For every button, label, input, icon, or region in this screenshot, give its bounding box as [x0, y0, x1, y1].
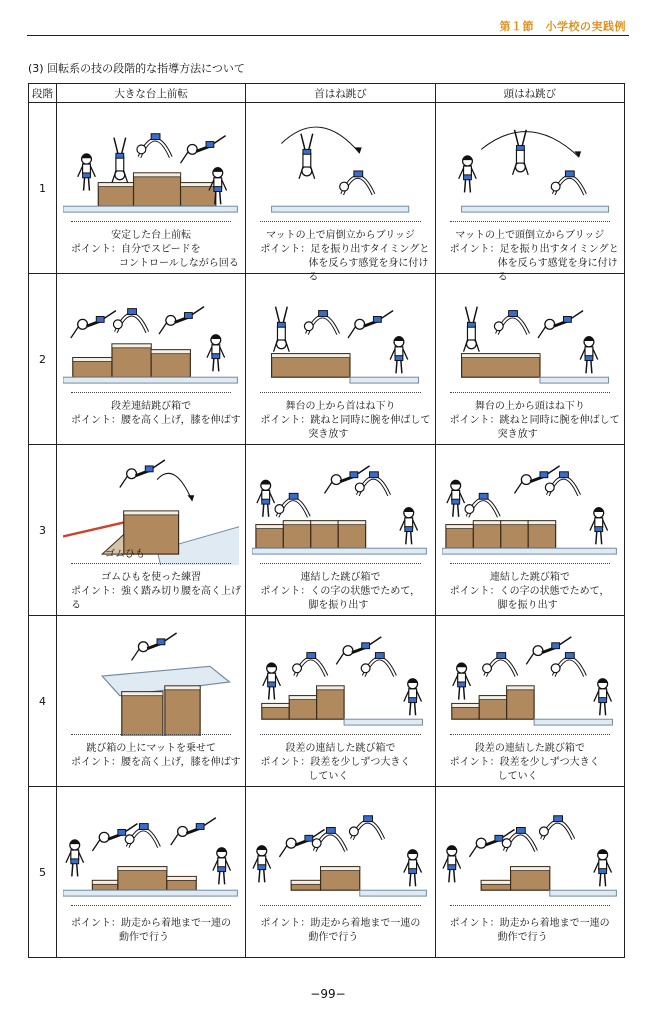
gymnastics-illustration [252, 626, 428, 736]
technique-point: ポイント：助走から着地まで一連の [71, 918, 231, 929]
technique-point: ポイント：足を振り出すタイミングと [260, 244, 430, 255]
technique-title: 段差連結跳び箱で [111, 401, 192, 412]
technique-title: 舞台の上から頭はね下り [474, 401, 585, 412]
instruction-cell [435, 445, 624, 616]
instruction-cell [246, 616, 435, 787]
stage-number: 1 [29, 103, 57, 274]
technique-title: マットの上で頭倒立からブリッジ [455, 230, 605, 241]
column-header-stage: 段階 [29, 84, 57, 103]
rope-label: ゴムひも [105, 549, 145, 560]
technique-title: マットの上で肩倒立からブリッジ [266, 230, 415, 241]
instruction-cell [435, 787, 624, 958]
gymnastics-illustration [63, 797, 239, 907]
technique-title: 跳び箱の上にマットを乗せて [86, 743, 216, 754]
cell-caption [61, 917, 241, 945]
dotted-divider [260, 734, 420, 735]
technique-title: 舞台の上から首はね下り [285, 401, 396, 412]
technique-point: ポイント：強く踏み切り腰を高く上げる [71, 586, 241, 611]
cell-caption [250, 571, 430, 613]
cell-caption [250, 742, 430, 784]
technique-point: ポイント：跳ねと同時に腕を伸ばして [260, 415, 431, 426]
gymnastics-illustration [442, 797, 618, 907]
technique-point-continued: 突き放す [497, 429, 538, 440]
gymnastics-illustration [63, 626, 239, 736]
stage-number: 5 [29, 787, 57, 958]
cell-caption [61, 400, 241, 428]
dotted-divider [450, 734, 610, 735]
dotted-divider [260, 221, 420, 222]
technique-title: ゴムひもを使った練習 [101, 572, 202, 583]
instruction-cell [435, 616, 624, 787]
technique-title: 段差の連結した跳び箱で [474, 743, 585, 754]
instruction-cell [246, 445, 435, 616]
table-row [29, 616, 625, 787]
column-header-neck-spring: 首はね跳び [246, 84, 435, 103]
instruction-cell [57, 445, 246, 616]
technique-point: ポイント：自分でスピードを [71, 244, 201, 255]
technique-point-continued: 動作で行う [497, 932, 548, 943]
dotted-divider [71, 905, 231, 906]
table-row [29, 445, 625, 616]
gymnastics-illustration [442, 284, 618, 394]
instruction-cell [57, 616, 246, 787]
gymnastics-illustration [252, 455, 428, 565]
technique-point-continued: していく [497, 771, 538, 782]
table-header-row [29, 84, 625, 103]
gymnastics-illustration [252, 113, 428, 223]
technique-point: ポイント：跳ねと同時に腕を伸ばして [449, 415, 620, 426]
technique-point-continued: していく [308, 771, 349, 782]
table-row [29, 787, 625, 958]
technique-point-continued: 体を反らす感覚を身に付ける [497, 258, 618, 283]
cell-caption [250, 917, 430, 945]
dotted-divider [260, 392, 420, 393]
table-row [29, 103, 625, 274]
page-number: −99− [310, 987, 346, 1001]
stage-number: 3 [29, 445, 57, 616]
cell-caption [61, 229, 241, 271]
dotted-divider [450, 221, 610, 222]
gymnastics-illustration [442, 626, 618, 736]
cell-caption [440, 400, 620, 442]
technique-point: ポイント：段差を少しずつ大きく [449, 757, 600, 768]
technique-point-continued: 脚を振り出す [308, 600, 369, 611]
stage-number: 4 [29, 616, 57, 787]
technique-point: ポイント：くの字の状態でためて， [260, 586, 421, 597]
instruction-cell [57, 103, 246, 274]
cell-caption [440, 571, 620, 613]
technique-point: ポイント：くの字の状態でためて， [449, 586, 610, 597]
technique-point-continued: 動作で行う [119, 932, 169, 943]
technique-point: ポイント：段差を少しずつ大きく [260, 757, 411, 768]
technique-point-continued: コントロールしながら回る [119, 258, 239, 269]
dotted-divider [450, 905, 610, 906]
technique-point-continued: 脚を振り出す [497, 600, 558, 611]
technique-point-continued: 体を反らす感覚を身に付ける [308, 258, 429, 283]
dotted-divider [450, 563, 610, 564]
dotted-divider [71, 734, 231, 735]
gymnastics-illustration [442, 455, 618, 565]
gymnastics-illustration [63, 113, 239, 223]
gymnastics-illustration [252, 284, 428, 394]
gymnastics-illustration [252, 797, 428, 907]
dotted-divider [260, 905, 420, 906]
cell-caption [250, 400, 430, 442]
technique-title: 連結した跳び箱で [489, 572, 570, 583]
technique-point: ポイント：足を振り出すタイミングと [449, 244, 619, 255]
cell-caption [61, 571, 241, 613]
technique-point-continued: 突き放す [308, 429, 349, 440]
instruction-cell [246, 787, 435, 958]
section-title: (3) 回転系の技の段階的な指導方法について [28, 62, 245, 75]
technique-point-continued: 動作で行う [308, 932, 359, 943]
gymnastics-illustration [63, 455, 239, 565]
table-row [29, 274, 625, 445]
instruction-cell [246, 274, 435, 445]
chapter-header: 第１節 小学校の実践例 [499, 20, 626, 33]
dotted-divider [450, 392, 610, 393]
cell-caption [440, 917, 620, 945]
technique-title: 段差の連結した跳び箱で [285, 743, 396, 754]
cell-caption [440, 742, 620, 784]
dotted-divider [71, 563, 231, 564]
instruction-cell [435, 103, 624, 283]
technique-point: ポイント：助走から着地まで一連の [449, 918, 610, 929]
stage-number: 2 [29, 274, 57, 445]
dotted-divider [260, 563, 420, 564]
instruction-cell [57, 274, 246, 445]
technique-point: ポイント：腰を高く上げ，膝を伸ばす [71, 415, 241, 426]
header-rule [27, 35, 629, 36]
dotted-divider [71, 392, 231, 393]
technique-title: 安定した台上前転 [111, 230, 192, 241]
column-header-vault-roll: 大きな台上前転 [57, 84, 246, 103]
instruction-cell [435, 274, 624, 445]
technique-point: ポイント：腰を高く上げ，膝を伸ばす [71, 757, 241, 768]
instruction-cell [246, 103, 435, 283]
dotted-divider [71, 221, 231, 222]
gymnastics-illustration [63, 284, 239, 394]
instruction-cell [57, 787, 246, 958]
technique-point: ポイント：助走から着地まで一連の [260, 918, 421, 929]
column-header-head-spring: 頭はね跳び [435, 84, 624, 103]
cell-caption [61, 742, 241, 770]
instruction-table [28, 83, 625, 958]
gymnastics-illustration [442, 113, 618, 223]
technique-title: 連結した跳び箱で [300, 572, 381, 583]
